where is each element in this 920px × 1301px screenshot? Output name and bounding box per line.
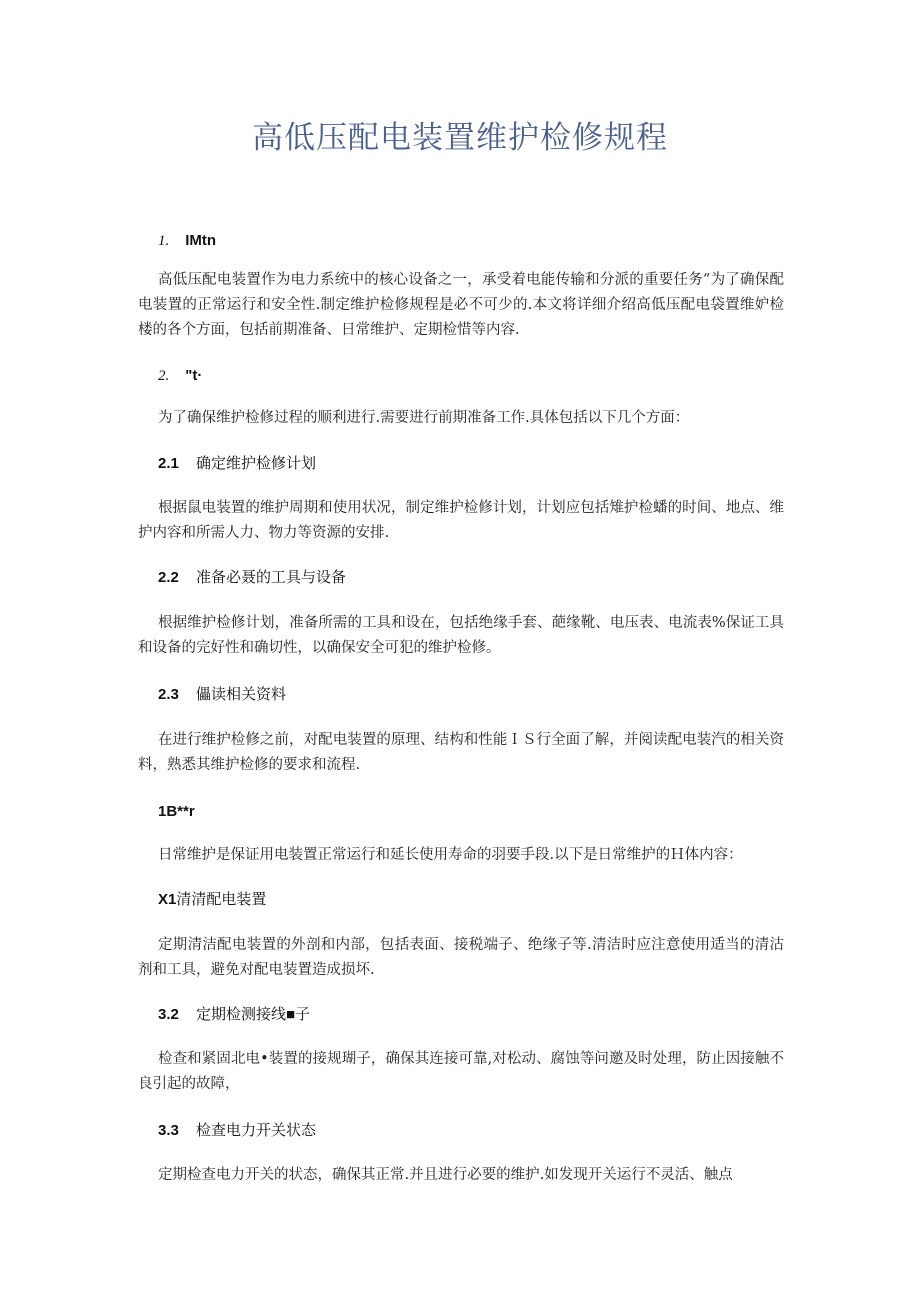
section-number: X1: [158, 891, 177, 908]
section-3-2-paragraph: [138, 1047, 784, 1097]
paragraph: 检查和紧固北电•装置的接规瑚子，确保其连接可靠,对松动、腐蚀等问邀及时处理，防止因接触不良引起的故障，: [138, 1051, 784, 1092]
section-3-paragraph: [138, 843, 784, 868]
section-number: 3.2: [158, 1006, 179, 1023]
section-label: 清清配电装置: [176, 891, 267, 908]
section-3-1-paragraph: [138, 933, 784, 983]
section-2-heading: [138, 364, 784, 387]
section-3-heading: [138, 801, 784, 823]
paragraph: 高低压配电装置作为电力系统中的核心设备之一，承受着电能传输和分派的重要任务“为了确保配电装置的正常运行和安全性.制定维护检修规程是必不可少的.本文将详细介绍高低压配电袋置维妒检楼的各个方面，包括前期准备、日常维护、定期检惜等内容.: [138, 272, 784, 338]
paragraph: 定期检查电力开关的状态，确保其正常.并且进行必要的维护.如发现开关运行不灵活、触点: [158, 1167, 733, 1183]
section-1-heading: [138, 229, 784, 252]
section-number: 2.3: [158, 686, 179, 703]
section-number: 2.: [158, 368, 170, 384]
section-number: 3.3: [158, 1122, 179, 1139]
section-label: 1B**r: [158, 803, 195, 820]
paragraph: 为了确保维护检修过程的顺利进行.需要进行前期准备工作.具体包括以下几个方面：: [158, 410, 690, 426]
section-3-2-heading: [138, 1004, 784, 1026]
section-1-paragraph: [138, 268, 784, 343]
section-2-1-paragraph: [138, 496, 784, 546]
section-2-3-paragraph: [138, 728, 784, 778]
section-3-3-paragraph: [138, 1163, 784, 1188]
section-2-paragraph: [138, 406, 784, 431]
paragraph: 日常维护是保证用电装置正常运行和延长使用寿命的羽要手段.以下是日常维护的Ｈ体内容：: [158, 847, 743, 863]
section-2-2-paragraph: [138, 611, 784, 661]
section-2-3-heading: [138, 684, 784, 706]
section-label: 定期检测接线■子: [196, 1006, 311, 1023]
section-label: 检查电力开关状态: [196, 1122, 317, 1139]
section-number: 1.: [158, 233, 170, 249]
section-label: "t·: [185, 367, 203, 384]
section-2-1-heading: [138, 453, 784, 475]
section-label: 确定维护检修计划: [196, 455, 317, 472]
section-3-1-heading: [138, 889, 784, 911]
section-label: IMtn: [185, 232, 217, 249]
section-number: 2.2: [158, 569, 179, 586]
document-title: 高低压配电装置维护检修规程: [252, 120, 668, 156]
section-2-2-heading: [138, 567, 784, 589]
paragraph: 根据鼠电装置的维护周期和使用状况，制定维护检修计划，计划应包括雉护检蟠的时间、地点、维护内容和所需人力、物力等资源的安排.: [138, 500, 784, 541]
paragraph: 定期清洁配电装置的外剖和内部，包括表面、接税端子、绝缘子等.清洁时应注意使用适当的清沽剂和工具，避免对配电装置造成损坏.: [138, 937, 784, 978]
section-3-3-heading: [138, 1120, 784, 1142]
paragraph: 在进行维护检修之前，对配电装置的原理、结构和性能ＩＳ行全面了解，并阅读配电装汽的相关资料，熟悉其维护检修的要求和流程.: [138, 732, 784, 773]
section-number: 2.1: [158, 455, 179, 472]
section-label: 儡读相关资料: [196, 686, 287, 703]
paragraph: 根据维护检修计划，准备所需的工具和设在，包括绝缘手套、葩缘靴、电压表、电流表%保证工具和设备的完好性和确切性，以确保安全可犯的维护检修。: [138, 615, 784, 656]
section-label: 准备必聂的工具与设备: [196, 569, 347, 586]
